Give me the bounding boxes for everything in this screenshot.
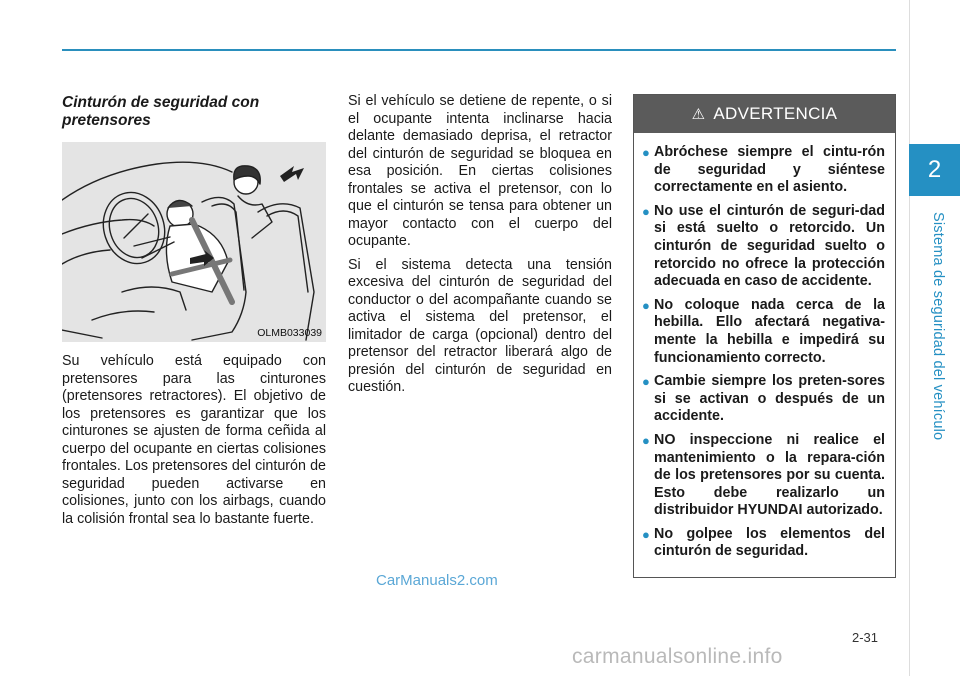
header-rule	[62, 49, 896, 51]
chapter-label: Sistema de seguridad del vehículo	[930, 212, 946, 441]
page-number: 2-31	[852, 630, 879, 645]
figure-code: OLMB033039	[257, 327, 322, 339]
watermark-link[interactable]: CarManuals2.com	[376, 572, 498, 589]
bullet-icon: ●	[642, 374, 650, 390]
section-title: Cinturón de seguridad con pretensores	[62, 94, 260, 129]
warning-item: ● Abróchese siempre el cintu-rón de seguridad y siéntese correctamente en el asiento.	[642, 144, 885, 196]
warning-box	[633, 94, 896, 578]
column2-text	[348, 93, 612, 403]
column2-paragraph: Si el vehículo se detiene de repente, o si el ocupante intenta inclinarse hacia delante demasiado deprisa, el retractor del cinturón de seguridad se bloquea en esa posición. En ciertas colisiones frontales se activa el pretensor, con lo que el cinturón se tensa para obtener un mayor contacto con el cuerpo del ocupante.	[348, 93, 612, 249]
warning-icon: ⚠	[691, 106, 706, 123]
column2-paragraph: Si el sistema detecta una tensión excesiva del cinturón de seguridad del conductor o del acompañante cuando se activa el sistema del pretensor, el limitador de carga (opcional) dentro del pretensor del retractor liberará algo de presión del cinturón de seguridad en cuestión.	[348, 256, 612, 395]
warning-item: ● No golpee los elementos del cinturón de seguridad.	[642, 525, 885, 560]
bullet-icon: ●	[642, 203, 650, 219]
footer-watermark: carmanualsonline.info	[572, 645, 783, 668]
warning-item: ● NO inspeccione ni realice el mantenimiento o la repara-ción de los pretensores por su cuenta. Esto debe realizarlo un distribuidor HYUNDAI autorizado.	[642, 431, 885, 519]
warning-header	[634, 95, 895, 133]
warning-list	[634, 133, 895, 561]
warning-item: ● No coloque nada cerca de la hebilla. Ello afectará negativa-mente la hebilla e impedirá su funcionamiento correcto.	[642, 296, 885, 366]
bullet-icon: ●	[642, 145, 650, 160]
chapter-tab[interactable]: 2	[909, 144, 960, 196]
warning-title: ADVERTENCIA	[713, 104, 838, 123]
side-rule	[909, 0, 910, 676]
pretensioner-illustration	[62, 142, 326, 342]
warning-item: ● Cambie siempre los preten-sores si se activan o después de un accidente.	[642, 373, 885, 425]
bullet-icon: ●	[642, 432, 650, 448]
bullet-icon: ●	[642, 526, 650, 542]
warning-item: ● No use el cinturón de seguri-dad si está suelto o retorcido. Un cinturón de seguridad suelto o retorcido no ofrece la protección adecuada en caso de accidente.	[642, 202, 885, 290]
column1-paragraph: Su vehículo está equipado con pretensores para las cinturones (pretensores retractores). El objetivo de los pretensores es garantizar que los cinturones se ajusten de forma ceñida al cuerpo del ocupante en ciertas colisiones frontales. Los pretensores del cinturón de seguridad pueden activarse en colisiones, junto con los airbags, cuando la colisión frontal sea lo bastante fuerte.	[62, 353, 326, 527]
car-interior-drawing	[62, 142, 326, 342]
bullet-icon: ●	[642, 297, 650, 313]
